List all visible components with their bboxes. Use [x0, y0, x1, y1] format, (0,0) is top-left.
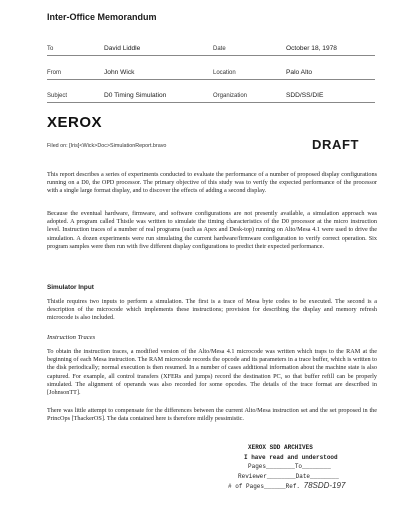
header-rule: [47, 102, 375, 103]
stamp-date-label: Date: [295, 472, 311, 480]
to-value: David Liddle: [104, 45, 141, 52]
stamp-ref-label: Ref.: [285, 483, 301, 490]
from-label: From: [47, 70, 61, 76]
header-rule: [47, 79, 375, 80]
stamp-line: XEROX SDD ARCHIVES: [248, 444, 313, 451]
stamp-line: I have read and understood: [244, 453, 338, 461]
header-rule: [47, 55, 375, 56]
filed-on-path: Filed on: [Iris]<Wick>Doc>SimulationReport.bravo: [47, 143, 167, 149]
body-paragraph: There was little attempt to compensate for the differences between the current Alto/Mesa instruction set and the set proposed in the PrincOps [ThackerOS]. The data contained here is therefore mildly pessimistic.: [47, 407, 377, 423]
stamp-reviewer-label: Reviewer: [238, 472, 267, 480]
from-value: John Wick: [104, 69, 135, 76]
section-heading: Simulator Input: [47, 284, 94, 291]
date-value: October 18, 1978: [286, 45, 337, 52]
stamp-reviewer-row: Reviewer________Date________: [238, 472, 339, 480]
subject-label: Subject: [47, 93, 68, 99]
stamp-ref-value: 78SDD-197: [303, 481, 346, 490]
subject-value: D0 Timing Simulation: [104, 92, 167, 99]
memo-title: Inter-Office Memorandum: [47, 12, 157, 22]
to-label: To: [47, 46, 54, 52]
organization-value: SDD/SS/DIE: [286, 92, 324, 99]
stamp-num-pages-label: # of Pages: [228, 483, 265, 490]
stamp-ref-row: # of Pages______Ref. 78SDD-197: [228, 481, 346, 490]
organization-label: Organization: [213, 93, 248, 99]
stamp-pages-row: Pages________To________: [248, 463, 331, 470]
body-paragraph: Thistle requires two inputs to perform a simulation. The first is a trace of Mesa byte codes to be executed. The second is a description of the microcode which implements these instructions; provision for describing the display and memory refresh microcode is also included.: [47, 298, 377, 322]
stamp-to-label: To: [294, 463, 303, 470]
body-paragraph: To obtain the instruction traces, a modified version of the Alto/Mesa 4.1 microcode was written which traps to the RAM at the beginning of each Mesa instruction. The RAM microcode records the opcode and its parameters in a trace buffer, which is written to the disk periodically; normal execution is then resumed. In a number of cases additional information about the machine state is also captured. For example, all control transfers (XFERs and jumps) record the destination PC, so that buffer refill can be properly simulated. The alignment of operands was also recorded for some opcodes. The details of the trace format are described in [JohnsonTT].: [47, 348, 377, 397]
location-label: Location: [213, 70, 236, 76]
location-value: Palo Alto: [286, 69, 313, 76]
stamp-pages-label: Pages: [248, 463, 267, 470]
body-paragraph: This report describes a series of experiments conducted to evaluate the performance of a number of proposed display configurations running on a D0, the OPD processor. The primary objective of this study was to verify the expected performance of the processor with a single large format display, and to discover the effects of adding a second display.: [47, 171, 377, 195]
xerox-logo: XEROX: [47, 114, 103, 131]
body-paragraph: Because the eventual hardware, firmware, and software configurations are not presently available, a simulation approach was adopted. A program called Thistle was written to simulate the timing characteristics of the D0 processor at the micro instruction level. Instruction traces of a number of real programs (such as Apex and Desk-top) running on Alto/Mesa 4.1 were used to drive the simulation. A dozen experiments were run simulating the current hardware/firmware configuration to verify correct operation. Six program samples were then run with five different display configurations to predict their expected performance.: [47, 210, 377, 250]
subsection-heading: Instruction Traces: [47, 334, 96, 341]
draft-stamp: DRAFT: [312, 137, 360, 152]
date-label: Date: [213, 46, 226, 52]
archive-stamp: [228, 443, 388, 492]
